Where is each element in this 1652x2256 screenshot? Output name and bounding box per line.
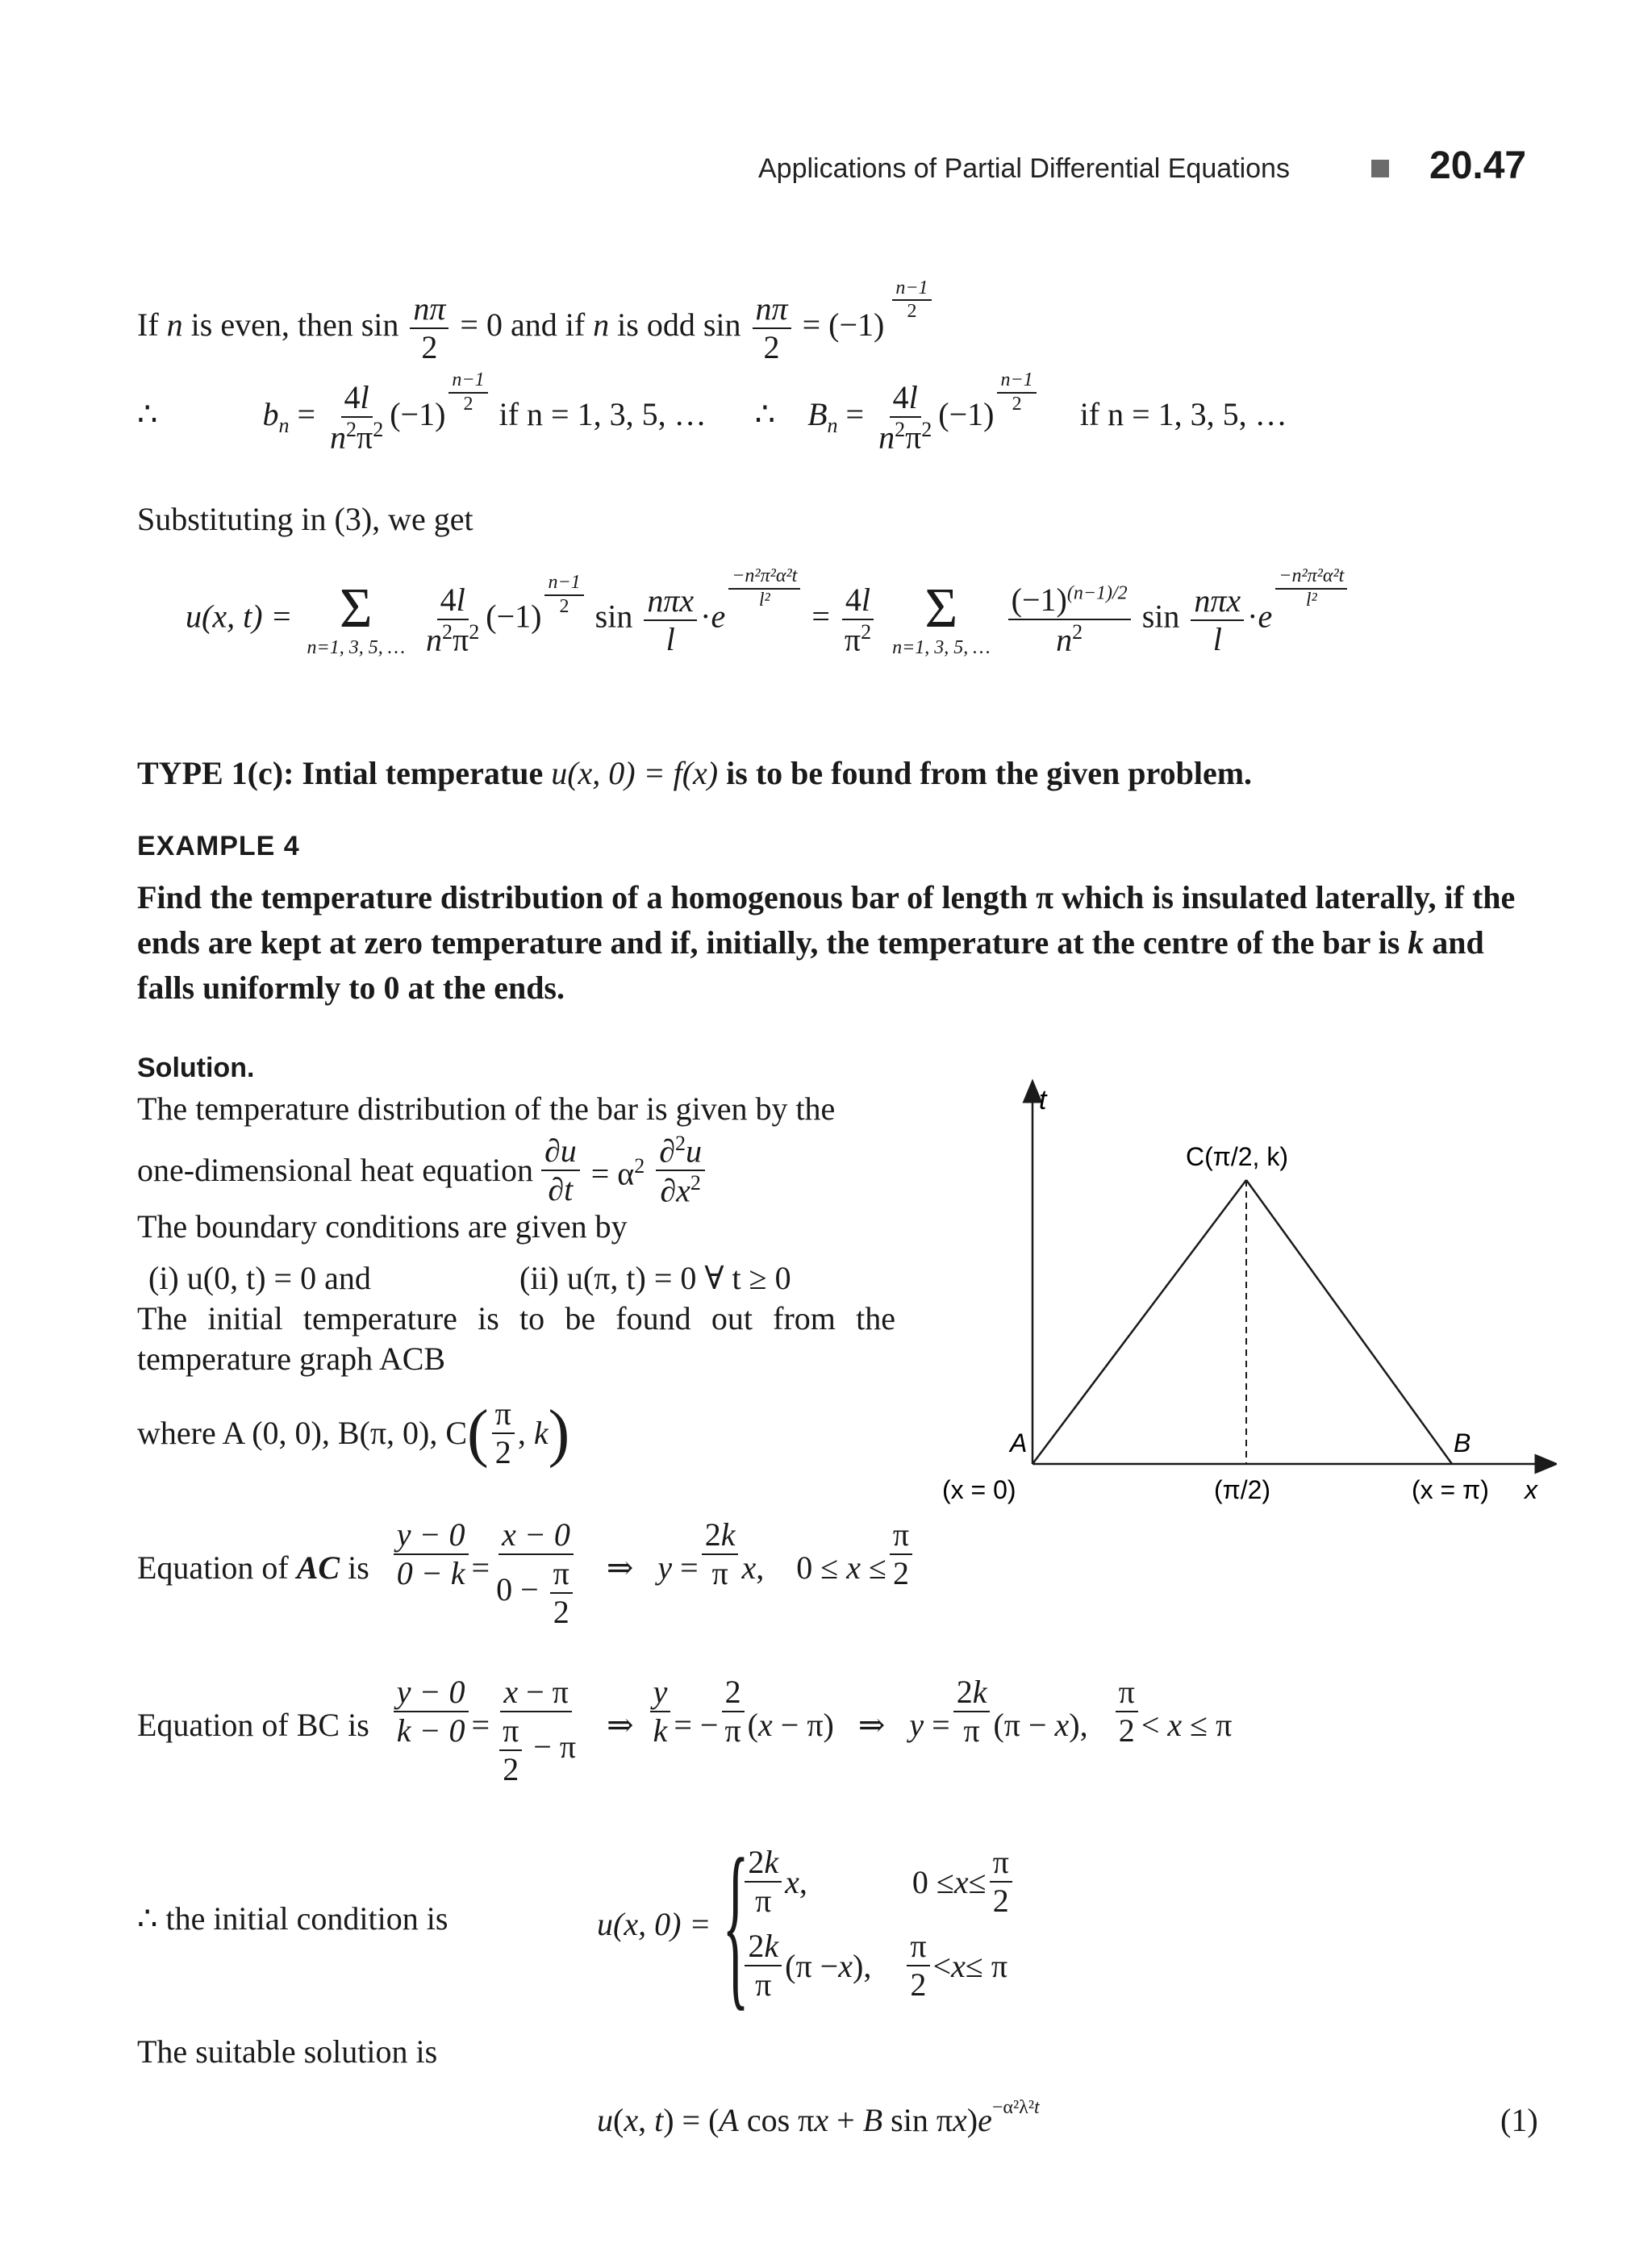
u-lhs: u(x, t) = xyxy=(186,598,293,635)
line-AC xyxy=(1032,1180,1246,1464)
solution-body xyxy=(137,1089,895,1471)
example-text-1: Find the temperature distribution of a homogenous bar of length xyxy=(137,879,1028,915)
point-C-label: C(π/2, k) xyxy=(1186,1142,1288,1171)
therefore-symbol: ∴ xyxy=(137,395,158,432)
coefficient-line: ∴ $b_n$ = $\frac{4l}{n^2\pi^2}$ (−1) $^{\frac{n-1}{2}}$ if n = 1, 3, 5, … ∴ $B_n$ = $\frac{4l}{n^2\pi^2}$ (−1) $^{\frac{n-1}{2}}$ if n = 1, 3, 5, … xyxy=(137,369,1287,456)
line-CB xyxy=(1246,1180,1452,1464)
t-axis-label: t xyxy=(1039,1085,1047,1115)
point-B-label: B xyxy=(1454,1428,1471,1457)
equation-AC-line: Equation of AC is $\frac{y - 0}{0 - k}$ = x − 0 0 − $\frac{\pi}{2}$ ⇒ y = $\frac{2k}{\pi}$ x, 0 ≤ x ≤ $\frac{\pi}{2}$ xyxy=(137,1516,916,1631)
sum-range-2: n=1, 3, 5, … xyxy=(892,637,991,658)
example-k: k xyxy=(1408,924,1425,961)
general-solution-equation: u(x, t) = (A cos πx + B $\sin \pi x)e^{-\alpha^2\lambda^2t}$ xyxy=(597,2096,1040,2138)
sum-1: Σ n=1, 3, 5, … xyxy=(307,578,406,658)
therefore-symbol-2: ∴ xyxy=(754,395,776,432)
midpoint-label: (π/2) xyxy=(1214,1475,1271,1504)
temperature-graph xyxy=(928,1073,1557,1524)
Bn-symbol: B xyxy=(807,395,828,432)
parity-text-5: = (−1) xyxy=(802,306,885,344)
equation-BC-line: Equation of BC is $\frac{y - 0}{k - 0}$ = x − π $\frac{\pi}{2}$ − π ⇒ $\frac{y}{k}$ = − $\frac{2}{\pi}$ (x − π) ⇒ y = $\frac{2k}{\pi}$ (π − x), $\frac{\pi}{2}$ < x ≤ π xyxy=(137,1674,1233,1787)
fraction-n-pi-over-2: $\frac{n\pi}{2}$ xyxy=(410,290,448,366)
origin-label: (x = 0) xyxy=(942,1475,1016,1504)
eq-bc-label: Equation of BC is xyxy=(137,1707,369,1743)
endpoint-label: (x = π) xyxy=(1412,1475,1489,1504)
boundary-condition-2: (ii) u(π, t) = 0 ∀ t ≥ 0 xyxy=(519,1260,791,1296)
initial-condition-label: ∴ the initial condition is xyxy=(137,1900,448,1937)
type-heading-tail: is to be found from the given problem. xyxy=(726,755,1253,791)
parity-n-1: n xyxy=(166,306,183,344)
example-text-3: and falls uniformly to 0 at the ends. xyxy=(137,924,1484,1006)
running-title: Applications of Partial Differential Equations xyxy=(758,153,1290,184)
point-A-label: A xyxy=(1010,1428,1028,1457)
page-number: 20.47 xyxy=(1429,144,1527,187)
boundary-condition-1: (i) u(0, t) = 0 and xyxy=(148,1260,371,1296)
eq-ac-label-3: is xyxy=(348,1549,369,1586)
substituting-text: Substituting in (3), we get xyxy=(137,501,473,537)
header-square-marker xyxy=(1371,160,1389,177)
bn-symbol: b xyxy=(262,395,279,432)
solution-p4: The initial temperature is to be found out from the temperature graph ACB xyxy=(137,1300,895,1377)
points-line: where A (0, 0), B(π, 0), C ( $\frac{\pi}{2}$ , k ) xyxy=(137,1395,570,1470)
solution-label: Solution. xyxy=(137,1053,255,1083)
solution-p1: The temperature distribution of the bar is given by the xyxy=(137,1090,836,1127)
example-statement xyxy=(137,875,1541,1011)
initial-condition-piecewise: u(x, 0) = { $\frac{2k}{\pi}$ x , 0 ≤ x ≤ $\frac{\pi}{2}$ $\frac{2k}{\pi}$ (π − x ), $\frac{\pi}{2}$ < x ≤ π xyxy=(597,1831,1016,2016)
parity-text-1: If xyxy=(137,306,159,344)
parity-text-2: is even, then sin xyxy=(190,306,399,344)
eq-ac-label-1: Equation of xyxy=(137,1549,289,1586)
fraction-4l-over-n2pi2: $\frac{4l}{n^2\pi^2}$ xyxy=(330,379,384,456)
parity-n-2: n xyxy=(593,306,610,344)
solution-p2: one-dimensional heat equation xyxy=(137,1152,533,1188)
heat-equation-line: one-dimensional heat equation $\frac{\partial u}{\partial t}$ = $\alpha^2$ $\frac{\partial^2u}{\partial x^2}$ xyxy=(137,1134,895,1207)
type-heading-math: u(x, 0) = f(x) xyxy=(551,755,719,791)
parity-line xyxy=(137,277,935,366)
solution-p3: The boundary conditions are given by xyxy=(137,1208,628,1245)
eq-ac-label-2: AC xyxy=(296,1549,340,1586)
type-heading-bold: TYPE 1(c): Intial temperatue xyxy=(137,755,544,791)
example-pi: π xyxy=(1036,879,1054,915)
equation-number: (1) xyxy=(1500,2102,1538,2138)
type-heading xyxy=(137,754,1252,792)
series-solution-line: u(x, t) = Σ n=1, 3, 5, … $\frac{4l}{n^2\pi^2}$ (−1) $^{\frac{n-1}{2}}$ sin $\frac{\text{nπx}}{l}$ ·e $^{\frac{\text{−n²π²α²t}}{\text{l²}}}$ = $\frac{4l}{\pi^2}$ Σ n=1, 3, 5, … $\frac{(-1)^{(n-1)/2}}{n^2}$ sin $\frac{\text{nπx}}{l}$ ·e $^{\frac{\text{−n²π²α²t}}{\text{l²}}}$ xyxy=(186,581,1350,659)
sum-2: Σ n=1, 3, 5, … xyxy=(892,578,991,658)
bn-subscript: n xyxy=(278,413,290,437)
example-label: EXAMPLE 4 xyxy=(137,831,300,861)
sum-range-1: n=1, 3, 5, … xyxy=(307,637,406,658)
Bn-condition: if n = 1, 3, 5, … xyxy=(1079,395,1287,432)
example-text-2: which is insulated laterally, if the ends are kept at zero temperature and if, initially, the temperature at the centre of the bar is xyxy=(137,879,1516,961)
suitable-solution-text: The suitable solution is xyxy=(137,2033,438,2070)
bn-condition: if n = 1, 3, 5, … xyxy=(499,395,707,432)
exponent-n-minus-1-over-2: n−1 2 xyxy=(892,277,931,323)
fraction-4l-over-n2pi2-b: $\frac{4l}{n^2\pi^2}$ xyxy=(878,379,932,456)
x-axis-label: x xyxy=(1525,1475,1537,1504)
parity-text-3: = 0 and if xyxy=(460,306,586,344)
parity-text-4: is odd sin xyxy=(617,306,741,344)
Bn-subscript: n xyxy=(827,413,838,437)
fraction-n-pi-over-2-b: $\frac{n\pi}{2}$ xyxy=(753,290,791,366)
boundary-conditions xyxy=(137,1258,895,1299)
points-where: where A (0, 0), B(π, 0), C xyxy=(137,1415,468,1451)
